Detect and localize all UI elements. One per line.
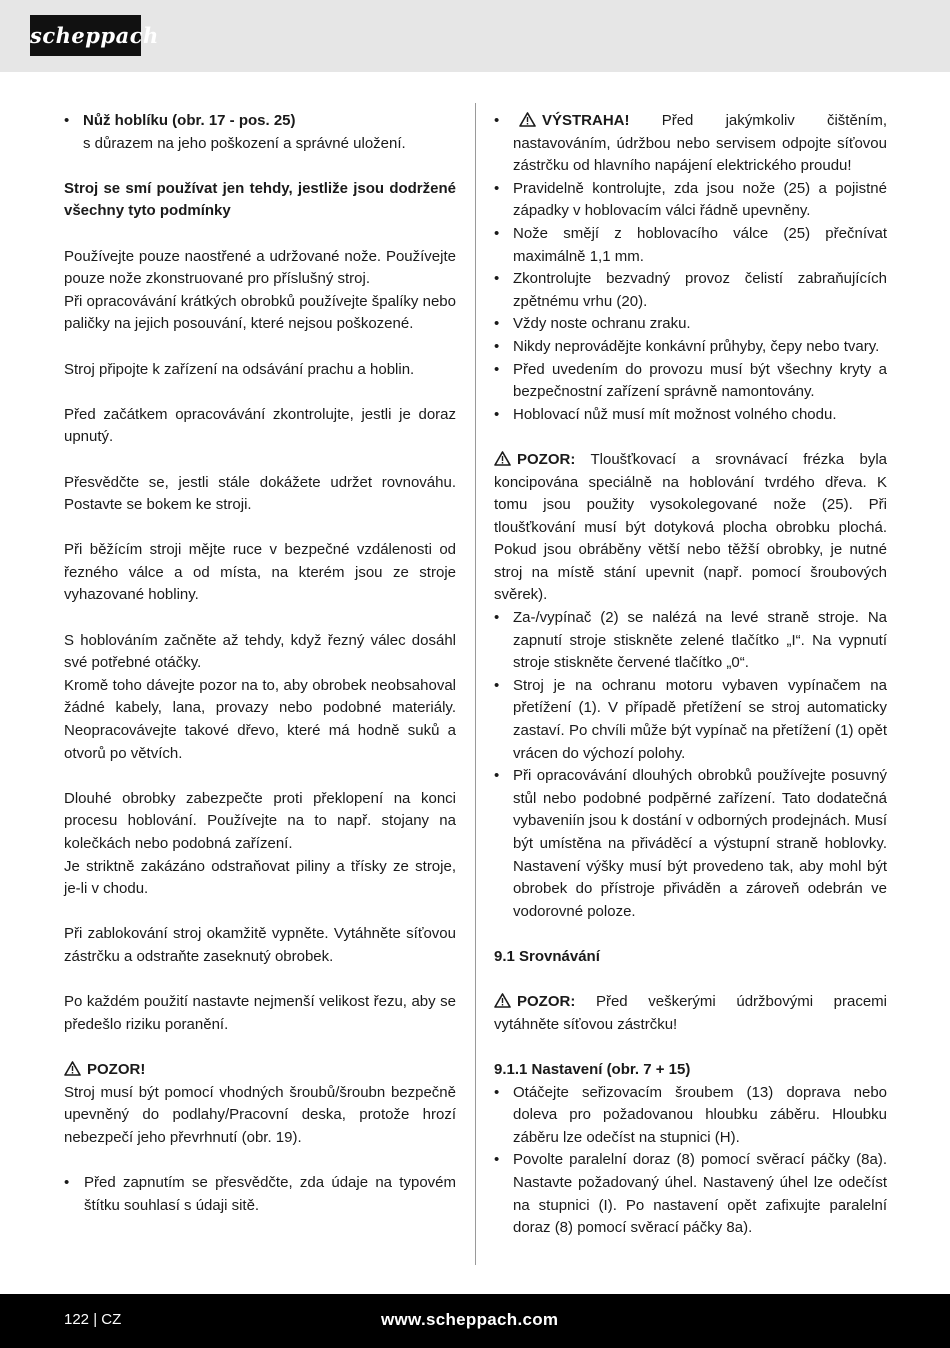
paragraph-fastening: Stroj musí být pomocí vhodných šroubů/šroubn bezpečně upevněný do podlahy/Pracovní deska, protože hrozí nebezpečí jeho převrhnutí (obr. 19).: [64, 1083, 456, 1146]
page-number: 122 | CZ: [64, 1311, 122, 1328]
warning-text: Před jakýmkoliv čištěním, nastavováním, údržbou nebo servisem odpojte síťovou zástrčku od hlavního napájení elektrického proudu!: [513, 112, 887, 175]
paragraph-start-speed: S hoblováním začněte až tehdy, když řezný válec dosáhl své potřebné otáčky.: [64, 631, 456, 672]
section-heading-9-1: 9.1 Srovnávání: [494, 947, 600, 965]
bullet-voltage: • Před zapnutím se přesvědčte, zda údaje na typovém štítku souhlasí s údaji sitě.: [64, 1172, 456, 1217]
list-item: • Nikdy neprovádějte konkávní průhyby, čepy nebo tvary.: [494, 336, 887, 359]
column-divider: [475, 103, 476, 1265]
list-item: • Stroj je na ochranu motoru vybaven vypínačem na přetížení (1). V případě přetížení se stroj automaticky zastaví. Po chvíli může být vypínač na přetížení (1) opět vrácen do výchozí polohy.: [494, 675, 887, 765]
list-item: • Povolte paralelní doraz (8) pomocí svěrací páčky (8a). Nastavte požadovaný úhel. Nastavený úhel lze odečíst na stupnici (I). Po nastavení opět zafixujte paralelní doraz (8) pomocí svěrací páčky 8a).: [494, 1149, 887, 1239]
website-link[interactable]: www.scheppach.com: [381, 1310, 559, 1329]
caution-paragraph-2: [494, 991, 887, 1036]
paragraph-short-pieces: Při opracovávání krátkých obrobků používejte špalíky nebo paličky na jejich posouvání, které nejsou poškozené.: [64, 292, 456, 333]
warning-label: VÝSTRAHA!: [542, 112, 630, 129]
paragraph-blocked: Při zablokování stroj okamžitě vypněte. Vytáhněte síťovou zástrčku a odstraňte zaseknutý obrobek.: [64, 925, 456, 965]
paragraph-long-pieces: Dlouhé obrobky zabezpečte proti překlopení na konci procesu hoblování. Používejte na to např. stojany na kolečkách nebo podobná zařízení.: [64, 789, 456, 852]
right-column: [494, 110, 887, 1240]
list-item: • Zkontrolujte bezvadný provoz čelistí zabraňujících zpětnému vrhu (20).: [494, 268, 887, 313]
list-item: • Před uvedením do provozu musí být všechny kryty a bezpečnostní zařízení správně namontovány.: [494, 359, 887, 404]
knife-bullet-title: Nůž hoblíku (obr. 17 - pos. 25): [83, 112, 296, 129]
paragraph-workpiece: Kromě toho dávejte pozor na to, aby obrobek neobsahoval žádné kabely, lana, provazy nebo podobné materiály. Neopracovávejte takové dřevo, které má hodně suků a otvorů po větvích.: [64, 676, 456, 762]
section-heading-9-1-1: 9.1.1 Nastavení (obr. 7 + 15): [494, 1060, 691, 1078]
list-item: • Otáčejte seřizovacím šroubem (13) doprava nebo doleva pro požadovanou hloubku záběru. Hloubku záběru lze odečíst na stupnici (H).: [494, 1082, 887, 1150]
conditions-heading: Stroj se smí používat jen tehdy, jestliže jsou dodržené všechny tyto podmínky: [64, 179, 456, 220]
knife-bullet: [64, 110, 456, 155]
paragraph-sharp-knives: Používejte pouze naostřené a udržované nože. Používejte pouze nože zkonstruované pro příslušný stroj.: [64, 247, 456, 288]
caution-paragraph: [494, 449, 887, 607]
left-column: [64, 110, 456, 1217]
list-item: • Pravidelně kontrolujte, zda jsou nože (25) a pojistné západky v hoblovacím válci řádně upevněny.: [494, 178, 887, 223]
list-item: • Při opracovávání dlouhých obrobků používejte posuvný stůl nebo podobné podpěrné zařízení. Tato dodatečná vybaveniín jsou k dostání v odborných prodejnách. Musí být umístěna na přiváděcí a výstupní straně hoblovky. Nastavení výšky musí být provedeno tak, aby mohl být obrobek do přístroje přiváděn a zároveň odebrán ve vodorovné poloze.: [494, 765, 887, 923]
caution2-text: Před veškerými údržbovými pracemi vytáhněte síťovou zástrčku!: [494, 993, 887, 1033]
list-item: • Nože smějí z hoblovacího válce (25) přečnívat maximálně 1,1 mm.: [494, 223, 887, 268]
caution2-label: POZOR:: [517, 993, 576, 1011]
paragraph-balance: Přesvědčte se, jestli stále dokážete udržet rovnováhu. Postavte se bokem ke stroji.: [64, 473, 456, 514]
page-footer: [0, 1294, 950, 1348]
paragraph-stop-check: Před začátkem opracovávání zkontrolujte, jestli je doraz upnutý.: [64, 405, 456, 446]
paragraph-hands: Při běžícím stroji mějte ruce v bezpečné vzdálenosti od řezného válce a od místa, na kterém jsou ze stroje vyhazované hobliny.: [64, 541, 456, 604]
knife-bullet-text: s důrazem na jeho poškození a správné uložení.: [83, 134, 406, 152]
caution-label: POZOR:: [517, 450, 576, 468]
paragraph-forbidden: Je striktně zakázáno odstraňovat piliny a třísky ze stroje, je-li v chodu.: [64, 857, 456, 898]
warning-bullet: [494, 110, 887, 178]
page-header: [0, 0, 950, 72]
caution-label: POZOR!: [87, 1060, 146, 1078]
paragraph-extraction: Stroj připojte k zařízení na odsávání prachu a hoblin.: [64, 360, 415, 378]
warning-triangle-icon: [519, 112, 536, 127]
caution-text: Tloušťkovací a srovnávací frézka byla koncipována speciálně na hoblování tvrdého dřeva. K tomu jsou použity vysokolegované nože (25). Při tloušťkování musí být dotyková plocha obrobku plochá. Pokud jsou obráběny větší nebo těžší obrobky, je nutné stroj na místě stání upevnit (např. pomocí šroubových svěrek).: [494, 450, 887, 604]
caution-heading: [64, 1059, 456, 1082]
warning-triangle-icon: [494, 451, 511, 466]
list-item: • Vždy noste ochranu zraku.: [494, 313, 887, 336]
warning-triangle-icon: [494, 993, 511, 1008]
warning-triangle-icon: [64, 1061, 81, 1076]
list-item: • Hoblovací nůž musí mít možnost volného chodu.: [494, 404, 887, 427]
scheppach-logo: scheppach: [30, 15, 141, 56]
list-item: • Za-/vypínač (2) se nalézá na levé straně stroje. Na zapnutí stroje stiskněte zelené tlačítko „I“. Na vypnutí stroje stiskněte červené tlačítko „0“.: [494, 607, 887, 675]
paragraph-min-cut: Po každém použití nastavte nejmenší velikost řezu, aby se předešlo riziku poranění.: [64, 993, 456, 1033]
